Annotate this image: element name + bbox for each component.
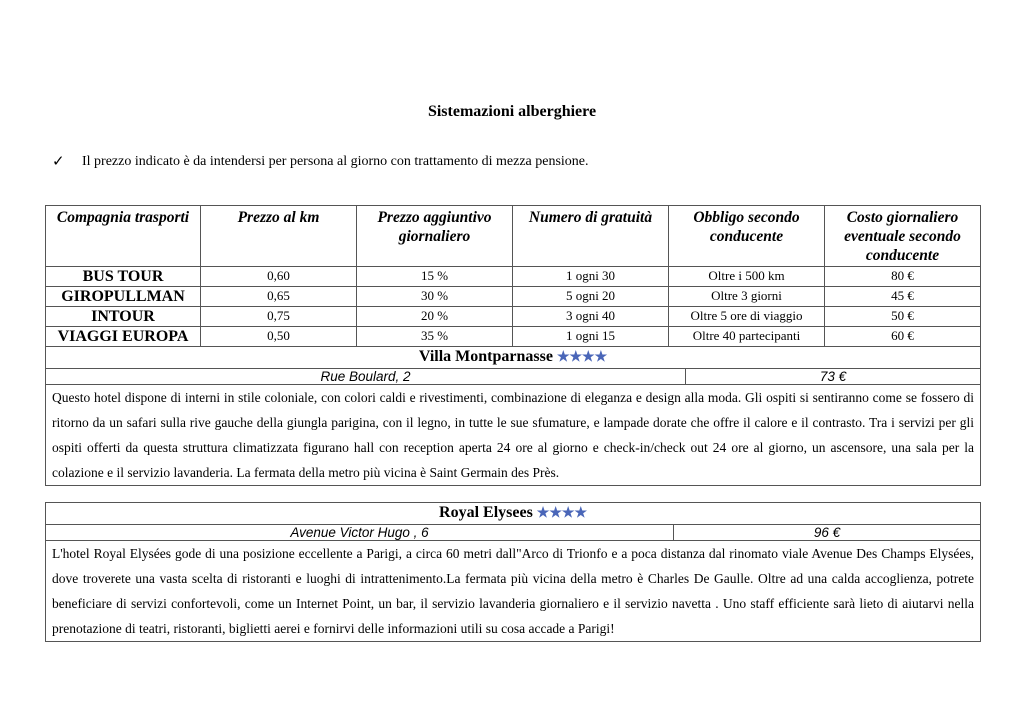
- hotel-price: 73 €: [686, 369, 981, 385]
- table-cell: 3 ogni 40: [513, 307, 669, 327]
- table-cell: 80 €: [825, 267, 981, 287]
- company-cell: BUS TOUR: [46, 267, 201, 287]
- table-header-row: [46, 206, 981, 267]
- star-rating-icon: ★★★★: [556, 350, 608, 365]
- table-cell: 20 %: [357, 307, 513, 327]
- hotel-address: Avenue Victor Hugo , 6: [46, 525, 674, 541]
- hotel-villa-montparnasse: [45, 346, 981, 486]
- table-cell: 0,50: [201, 327, 357, 347]
- hotel-name-cell: [46, 503, 981, 525]
- header-company: Compagnia trasporti: [46, 206, 201, 267]
- star-rating-icon: ★★★★: [536, 506, 587, 521]
- hotel-name: Villa Montparnasse: [418, 348, 553, 365]
- table-cell: Oltre 5 ore di viaggio: [669, 307, 825, 327]
- table-row: [46, 287, 981, 307]
- table-cell: Oltre i 500 km: [669, 267, 825, 287]
- hotel-royal-elysees: [45, 502, 981, 642]
- table-cell: 60 €: [825, 327, 981, 347]
- table-cell: Oltre 40 partecipanti: [669, 327, 825, 347]
- hotel-name-cell: [46, 347, 981, 369]
- header-additional-price: Prezzo aggiuntivo giornaliero: [357, 206, 513, 267]
- company-cell: GIROPULLMAN: [46, 287, 201, 307]
- company-cell: VIAGGI EUROPA: [46, 327, 201, 347]
- pricing-note: [52, 152, 589, 171]
- header-price-km: Prezzo al km: [201, 206, 357, 267]
- hotel-description: L'hotel Royal Elysées gode di una posizione eccellente a Parigi, a circa 60 metri dall"Arco di Trionfo e a poca distanza dal rinomato viale Avenue Des Champs Elysées, dove troverete una vasta scelta di ristoranti e luoghi di intrattenimento.La fermata più vicina della metro è Charles De Gaulle. Oltre ad una calda accoglienza, potrete beneficiare di servizi confortevoli, come un Internet Point, un bar, il servizio lavanderia giornaliero e il servizio navetta . Uno staff efficiente sarà lieto di aiutarvi nella prenotazione di teatri, ristoranti, biglietti aerei e fornirvi delle informazioni utili su cosa accade a Parigi!: [46, 541, 981, 642]
- table-cell: 45 €: [825, 287, 981, 307]
- table-row: [46, 307, 981, 327]
- hotel-description: Questo hotel dispone di interni in stile coloniale, con colori caldi e rivestimenti, combinazione di eleganza e design alla moda. Gli ospiti si sentiranno come se fossero di ritorno da un safari sulla rive gauche della giungla parigina, con il legno, in tutte le sue sfumature, e lampade dorate che offre il calore e il contrasto. Tra i servizi per gli ospiti offerti da questa struttura climatizzata figurano hall con reception aperta 24 ore al giorno e check-in/check out 24 ore al giorno, un ascensore, una sala per la colazione e il servizio lavanderia. La fermata della metro più vicina è Saint Germain des Près.: [46, 385, 981, 486]
- company-cell: INTOUR: [46, 307, 201, 327]
- table-row: [46, 267, 981, 287]
- header-second-driver: Obbligo secondo conducente: [669, 206, 825, 267]
- pricing-note-text: Il prezzo indicato è da intendersi per persona al giorno con trattamento di mezza pensione.: [82, 153, 589, 169]
- header-free-places: Numero di gratuità: [513, 206, 669, 267]
- page-title: Sistemazioni alberghiere: [427, 103, 597, 120]
- table-cell: 15 %: [357, 267, 513, 287]
- hotel-name: Royal Elysees: [439, 504, 533, 521]
- table-cell: 1 ogni 30: [513, 267, 669, 287]
- check-mark-icon: ✓: [52, 154, 65, 170]
- table-cell: 1 ogni 15: [513, 327, 669, 347]
- table-row: [46, 327, 981, 347]
- table-cell: 35 %: [357, 327, 513, 347]
- table-cell: 50 €: [825, 307, 981, 327]
- table-cell: 5 ogni 20: [513, 287, 669, 307]
- header-second-driver-cost: Costo giornaliero eventuale secondo conducente: [825, 206, 981, 267]
- hotel-price: 96 €: [674, 525, 981, 541]
- hotel-address: Rue Boulard, 2: [46, 369, 686, 385]
- table-cell: 0,75: [201, 307, 357, 327]
- table-cell: 0,65: [201, 287, 357, 307]
- table-cell: 0,60: [201, 267, 357, 287]
- table-cell: 30 %: [357, 287, 513, 307]
- table-cell: Oltre 3 giorni: [669, 287, 825, 307]
- transport-table: [45, 205, 981, 347]
